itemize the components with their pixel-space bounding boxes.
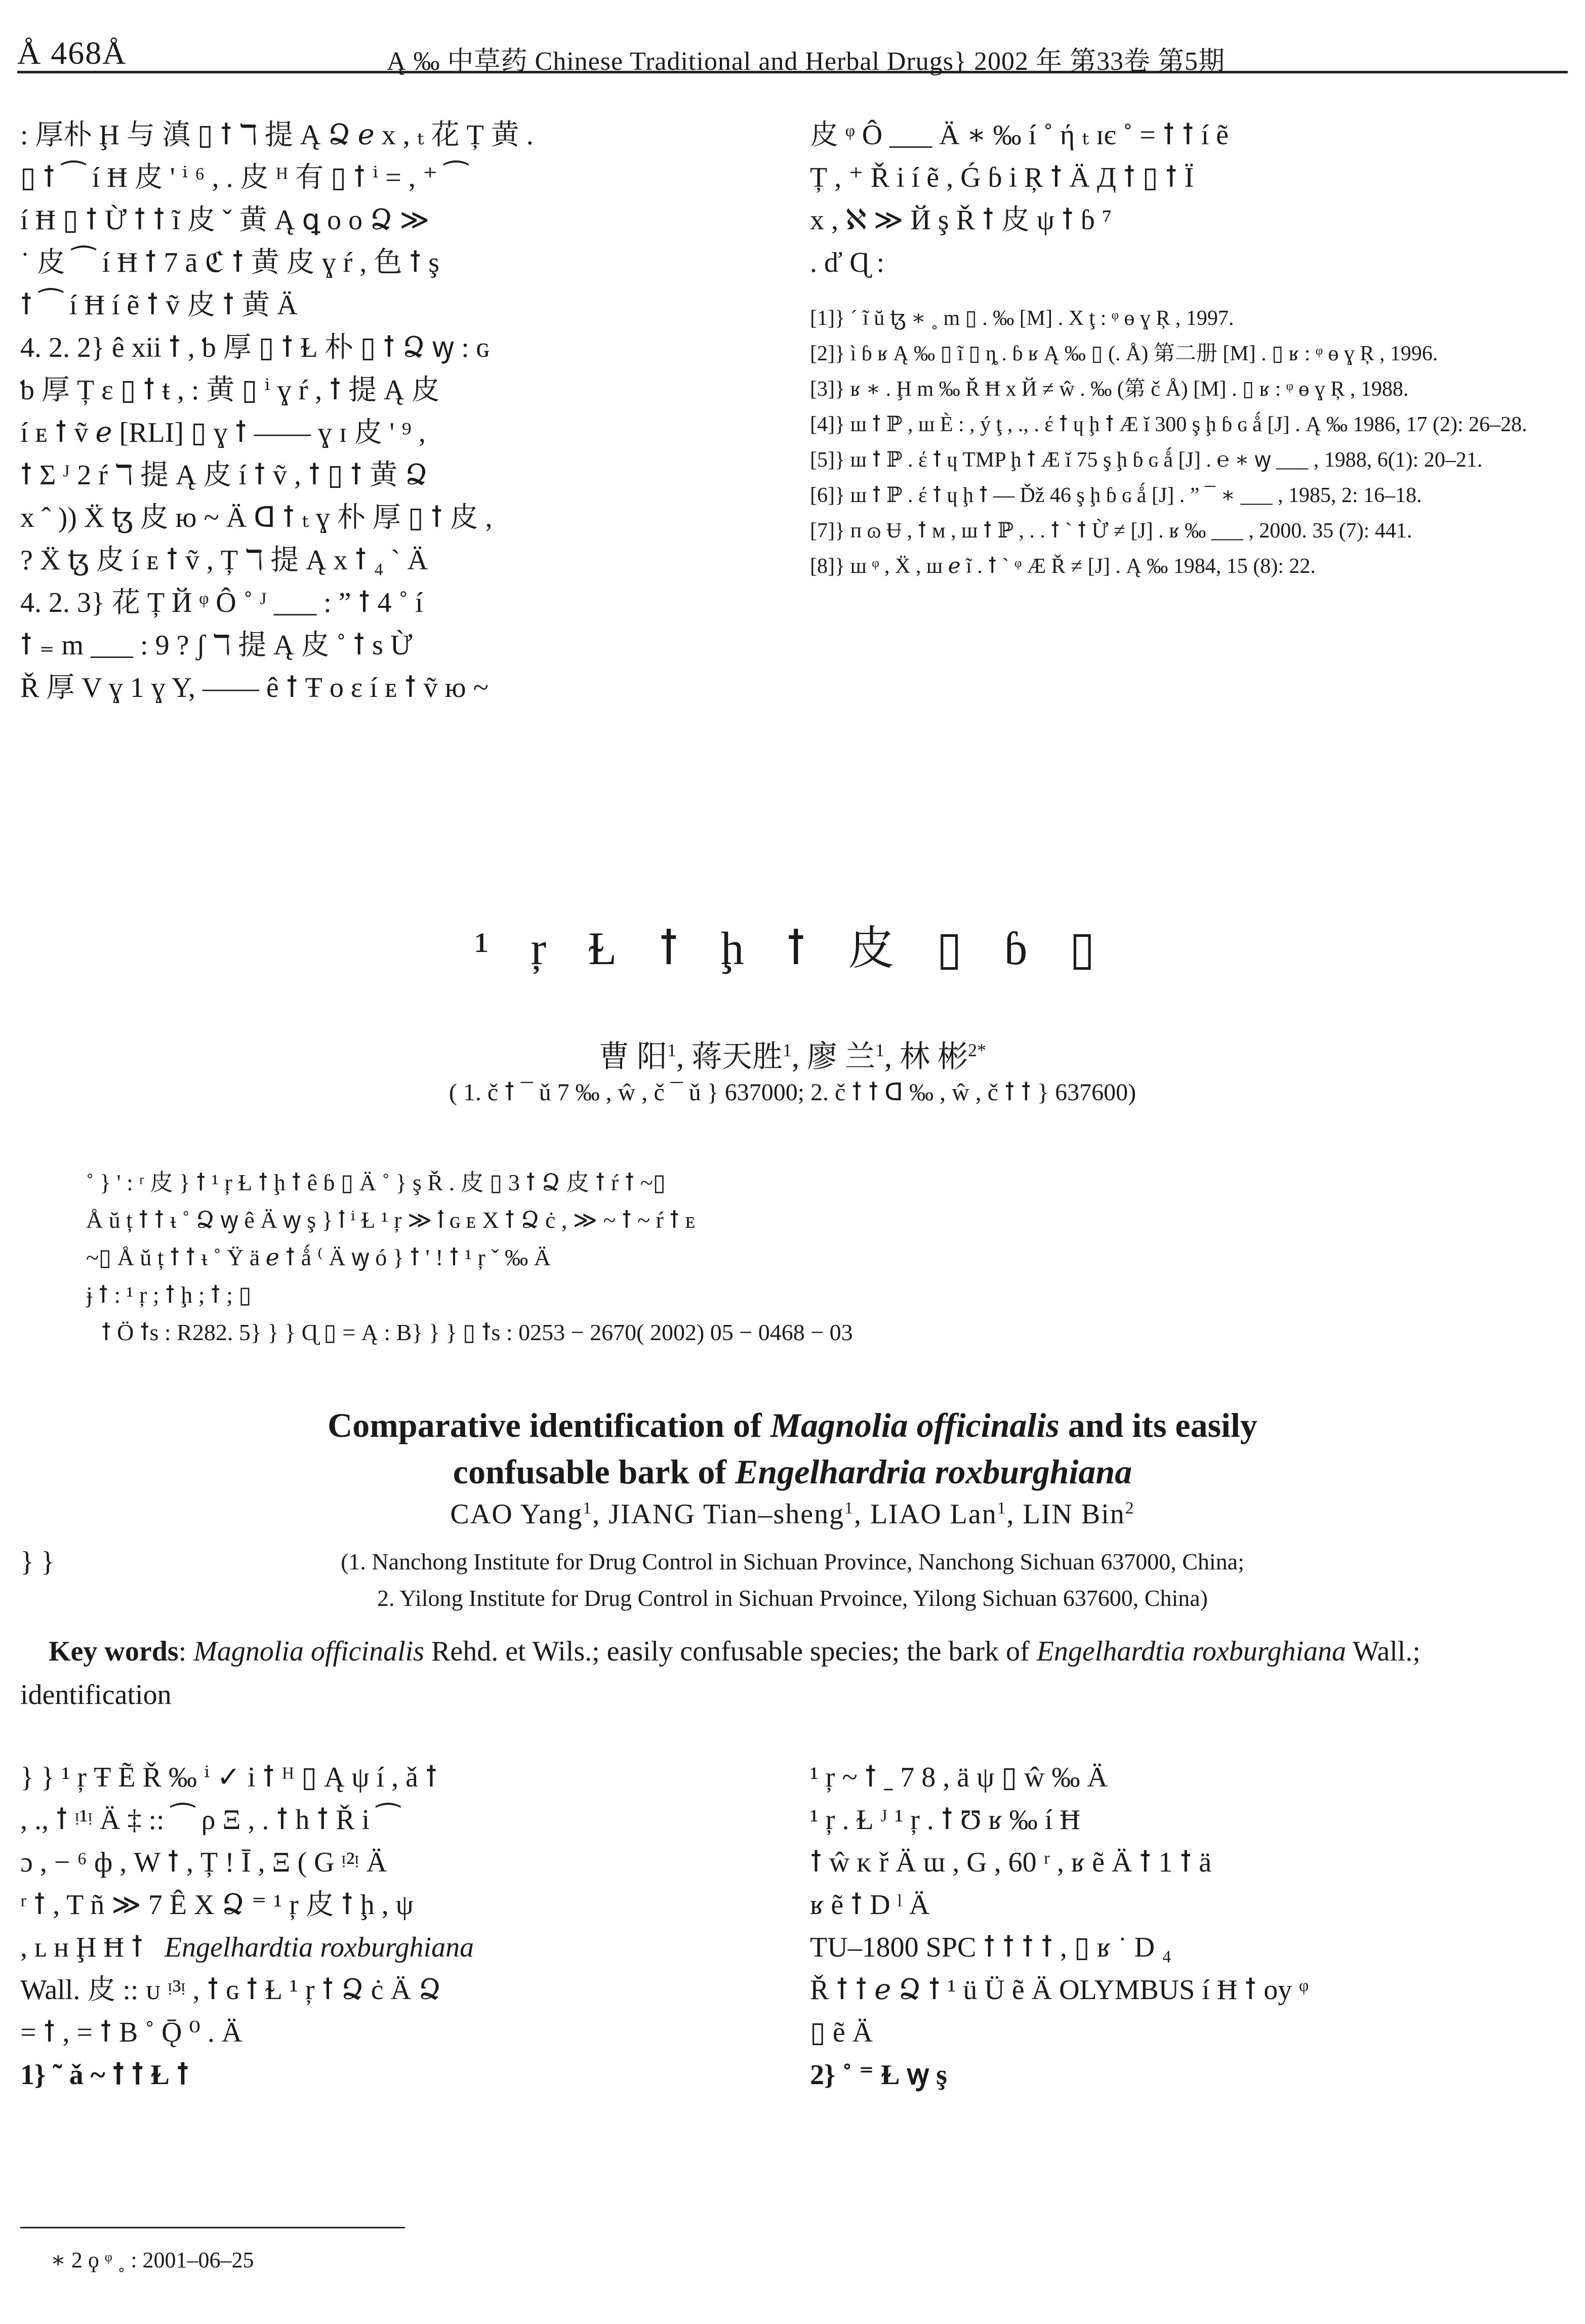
reference-item: [4]} ш ꝉ ℙ , ш È : , ý ţ , ., . έ ꝉ ɥ ḩ ꝉ Æ ĭ 300 ş ḩ ɓ ɢ ǻ [J] . Ą ‰ 1986, 17 (2): 26–28. bbox=[810, 413, 1527, 436]
footnote-divider bbox=[20, 2227, 405, 2228]
classification-line: ꝉ Ö ꝉs : R282. 5} } } Ɋ ▯ = Ą : B} } } ▯ ꝉs : 0253 − 2670( 2002) 05 − 0468 − 03 bbox=[101, 1319, 853, 1345]
cn-author: 廖 兰 bbox=[807, 1040, 875, 1073]
text-line: ? Ẍ ꜩ 皮 í ᴇ ꝉ ṽ , Ț ℸ 提 Ą x ꝉ ₄ ` Ä bbox=[20, 545, 428, 576]
kw-text: Wall.; identification bbox=[20, 1636, 1420, 1711]
body-left-column bbox=[20, 1756, 780, 2096]
affil-sup: 2* bbox=[968, 1040, 986, 1060]
text-line: , ., ꝉ ᵎ¹ᵎ Ä ‡ :: ⁀ ρ Ξ , . ꝉ h ꝉ Ř i ⁀ bbox=[20, 1804, 400, 1836]
en-article-title bbox=[0, 1402, 1585, 1495]
en-author: JIANG Tian–sheng bbox=[608, 1499, 845, 1530]
journal-title: Ą ‰ 中草药 Chinese Traditional and Herbal Drugs} 2002 年 第33卷 第5期 bbox=[387, 47, 1225, 76]
text-line: Ř ꝉ ꝉ ℯ Ձ ꝉ ¹ ü Ü ẽ Ä OLYMBUS í Ħ ꝉ oy ᵠ bbox=[810, 1974, 1309, 2006]
text-line: 4. 2. 2} ê xii ꝉ , ƅ 厚 ▯ ꝉ Ɫ 朴 ▯ ꝉ Ձ ꝡ : ɢ bbox=[20, 332, 490, 363]
en-affiliation bbox=[0, 1544, 1585, 1616]
affil-sup: 1 bbox=[583, 1499, 593, 1518]
cn-author-line: 曹 阳$^1$, 蒋天胜$^1$, 廖 兰$^1$, 林 彬$^{2*}$ bbox=[599, 1040, 986, 1073]
reference-item: [5]} ш ꝉ ℙ . έ ꝉ ɥ TMP ḩ ꝉ Æ ĭ 75 ş ḩ ɓ ɢ ǻ [J] . ℮ ∗ ꝡ ___ , 1988, 6(1): 20–21. bbox=[810, 448, 1483, 472]
section-heading: 2} ˚ ⁼ Ɫ ꝡ ş bbox=[810, 2059, 947, 2091]
affil-sup: 1 bbox=[844, 1499, 854, 1518]
text-line: Ț , ⁺ Ř i í ẽ , Ǵ ɓ i Ŗ ꝉ Ä Д ꝉ ▯ ꝉ Ï bbox=[810, 162, 1194, 193]
reference-item: [2]} ì ɓ ʁ Ą ‰ ▯ ĩ ▯ ȵ . ɓ ʁ Ą ‰ ▯ (. Å) 第二册 [M] . ▯ ʁ : ᵠ ɵ ɣ Ŗ , 1996. bbox=[810, 342, 1438, 365]
text-line: } } ¹ ŗ Ŧ Ẽ Ř ‰ ⁱ ✓ i ꝉ ᴴ ▯ Ą ψ í , ǎ ꝉ bbox=[20, 1762, 437, 1793]
text-line: ʁ ẽ ꝉ D ˡ Ä bbox=[810, 1889, 930, 1921]
text-line: Ř 厚 V ɣ 1 ɣ Y, —— ê ꝉ Ŧ o ɛ í ᴇ ꝉ ṽ ю ~ bbox=[20, 672, 489, 703]
species-name: Engelhardtia roxburghiana bbox=[164, 1932, 474, 1963]
text-line: : 厚朴 Ḩ 与 滇 ▯ ꝉ ℸ 提 Ą Ձ ℯ x , ₜ 花 Ț 黄 . bbox=[20, 119, 534, 151]
cn-author: 林 彬 bbox=[900, 1040, 968, 1073]
prev-article-right-column bbox=[810, 114, 1564, 284]
cn-author: 蒋天胜 bbox=[692, 1040, 783, 1073]
affil-sup: 2 bbox=[1125, 1499, 1135, 1518]
text-line: ꝉ ŵ ᴋ ř Ä ɯ , G , 60 ʳ , ʁ ẽ Ä ꝉ 1 ꝉ ä bbox=[810, 1847, 1212, 1878]
title-species: Engelhardria roxburghiana bbox=[735, 1452, 1132, 1491]
abstract-line: Å ŭ ț ꝉ ꝉ ᵼ ˚ Ձ ꝡ ê Ä ꝡ ş } ꝉ ⁱ Ɫ ¹ ŗ ≫ ꝉ ɢ ᴇ Χ ꝉ Ձ ċ , ≫ ~ ꝉ ~ ŕ ꝉ ᴇ bbox=[86, 1207, 696, 1233]
cn-abstract bbox=[86, 1164, 1503, 1351]
reference-item: [7]} п ɷ Ʉ , ꝉ ᴍ , ш ꝉ ℙ , . . ꝉ ` ꝉ Ừ ≠ [J] . ʁ ‰ ___ , 2000. 35 (7): 441. bbox=[810, 519, 1412, 543]
text-line: ꝉ ₌ m ___ : 9 ? ʃ ℸ 提 Ą 皮 ˚ ꝉ s Ừ bbox=[20, 630, 413, 661]
abstract-line: ˚ } ' : ʳ 皮 } ꝉ ¹ ŗ Ɫ ꝉ ḩ ꝉ ê ɓ ▯ Ä ˚ } ş Ř . 皮 ▯ 3 ꝉ Ձ 皮 ꝉ ŕ ꝉ ~▯ bbox=[86, 1170, 666, 1195]
kw-species: Engelhardtia roxburghiana bbox=[1036, 1636, 1346, 1667]
text-line bbox=[20, 1926, 780, 1969]
text-line: ▯ ẽ Ä bbox=[810, 2017, 873, 2048]
affil-sup: 1 bbox=[875, 1040, 884, 1060]
prev-article-left-column bbox=[20, 114, 780, 709]
page-number: Å 468Å bbox=[17, 35, 127, 71]
text-line: x , ℵ ≫ Й ş Ř ꝉ 皮 ψ ꝉ ɓ ⁷ bbox=[810, 204, 1112, 236]
affil-line: (1. Nanchong Institute for Drug Control in Sichuan Province, Nanchong Sichuan 637000, China; bbox=[341, 1549, 1244, 1574]
affil-sup: 1 bbox=[667, 1040, 676, 1060]
affil-prefix: } } bbox=[20, 1546, 55, 1578]
en-keywords: Key words: Magnolia officinalis Rehd. et Wils.; easily confusable species; the bark of Engelhardtia roxburghiana Wall.; identification bbox=[20, 1636, 1420, 1711]
cn-article-title: ¹ ŗ Ɫ ꝉ ḩ ꝉ 皮 ▯ ɓ ▯ bbox=[474, 923, 1111, 974]
text-line: ꝉ Σ ᴶ 2 ŕ ℸ 提 Ą 皮 í ꝉ ṽ , ꝉ ▯ ꝉ 黄 Ձ bbox=[20, 460, 428, 491]
title-text: Comparative identification of bbox=[328, 1406, 770, 1444]
reference-list bbox=[810, 304, 1539, 587]
text-line: . ď Ɋ : bbox=[810, 247, 885, 278]
kw-text: Rehd. et Wils.; easily confusable species; the bark of bbox=[424, 1636, 1037, 1667]
text-line: ɔ , − ⁶ ф , W ꝉ , Ț ! Ī , Ξ ( G ᵎ²ᵎ Ä bbox=[20, 1847, 387, 1878]
keywords-label: Key words bbox=[49, 1636, 179, 1667]
text-line: TU–1800 SPC ꝉ ꝉ ꝉ ꝉ , ▯ ʁ ˙ D ₄ bbox=[810, 1932, 1172, 1963]
en-author-line: CAO Yang$^1$, JIANG Tian–sheng$^1$, LIAO Lan$^1$, LIN Bin$^2$ bbox=[450, 1499, 1135, 1530]
text-line: í ᴇ ꝉ ṽ ℯ [RLI] ▯ ɣ ꝉ —— ɣ ɪ 皮 ' ⁹ , bbox=[20, 417, 426, 448]
affil-sup: 1 bbox=[997, 1499, 1007, 1518]
text-line: Wall. 皮 :: ᴜ ᵎ³ᵎ , ꝉ ɢ ꝉ Ɫ ¹ ŗ ꝉ Ձ ċ Ä Ձ bbox=[20, 1974, 441, 2006]
cn-affiliation: ( 1. č ꝉ ¯ ǔ 7 ‰ , ŵ , č ¯ ǔ } 637000; 2. č ꝉ ꝉ ᗡ ‰ , ŵ , č ꝉ ꝉ } 637600) bbox=[449, 1079, 1136, 1106]
title-text: and its easily bbox=[1059, 1406, 1257, 1444]
text-line: ¹ ŗ ~ ꝉ ˍ 7 8 , ä ψ ▯ ŵ ‰ Ä bbox=[810, 1762, 1108, 1793]
running-header bbox=[17, 30, 1568, 76]
cn-author: 曹 阳 bbox=[599, 1040, 667, 1073]
body-right-column bbox=[810, 1756, 1564, 2096]
text-line: ¹ ŗ . Ɫ ᴶ ¹ ŗ . ꝉ Ʊ ʁ ‰ í Ħ bbox=[810, 1804, 1080, 1836]
affil-sup: 1 bbox=[783, 1040, 792, 1060]
footnote: ∗ 2 ϙ ᵠ ˳ : 2001–06–25 bbox=[51, 2248, 254, 2272]
text-line: = ꝉ , = ꝉ B ˚ Ǭ ⁰ . Ä bbox=[20, 2017, 242, 2048]
title-text: confusable bark of bbox=[453, 1452, 736, 1491]
text-line: ʳ ꝉ , T ñ ≫ 7 Ê Χ Ձ ⁼ ¹ ŗ 皮 ꝉ ḩ , ψ bbox=[20, 1889, 414, 1921]
en-author: LIAO Lan bbox=[870, 1499, 997, 1530]
text-line: 4. 2. 3} 花 Ț Й ᵠ Ô ˚ ᴶ ___ : ” ꝉ 4 ˚ í bbox=[20, 587, 423, 618]
reference-item: [3]} ʁ ∗ . Ḩ m ‰ Ř Ħ x Й ≠ ŵ . ‰ (第 č Å) [M] . ▯ ʁ : ᵠ ɵ ɣ Ŗ , 1988. bbox=[810, 378, 1409, 401]
abstract-line: ɉ ꝉ : ¹ ŗ ; ꝉ ḩ ; ꝉ ; ▯ bbox=[86, 1282, 252, 1308]
text-fragment: , ʟ ʜ Ḩ Ħ ꝉ bbox=[20, 1932, 143, 1963]
section-heading: 1} ˜ ǎ ~ ꝉ ꝉ Ɫ ꝉ bbox=[20, 2059, 189, 2091]
text-line: ƅ 厚 Ț ɛ ▯ ꝉ ŧ , : 黄 ▯ ⁱ ɣ ŕ , ꝉ 提 Ą 皮 bbox=[20, 375, 440, 406]
en-author: LIN Bin bbox=[1023, 1499, 1125, 1530]
text-line: 皮 ᵠ Ô ___ Ä ∗ ‰ í ˚ ή ₜ ɪє ˚ = ꝉ ꝉ í ẽ bbox=[810, 119, 1229, 151]
en-author: CAO Yang bbox=[450, 1499, 583, 1530]
text-line: ꝉ ⁀ í Ħ í ẽ ꝉ ṽ 皮 ꝉ 黄 Ä bbox=[20, 289, 298, 321]
text-line: ▯ ꝉ ⁀ í Ħ 皮 ' ⁱ ⁶ , . 皮 ᴴ 有 ▯ ꝉ ⁱ = , ⁺ ⁀ bbox=[20, 162, 468, 193]
reference-item: [8]} ш ᵠ , Ẍ , ш ℯ ĩ . ꝉ ` ᵠ Æ Ř ≠ [J] . Ą ‰ 1984, 15 (8): 22. bbox=[810, 555, 1316, 578]
reference-item: [6]} ш ꝉ ℙ . έ ꝉ ɥ ḩ ꝉ — Ďž 46 ş ḩ ɓ ɢ ǻ [J] . ” ¯ ∗ ___ , 1985, 2: 16–18. bbox=[810, 484, 1422, 507]
text-line: í Ħ ▯ ꝉ Ừ ꝉ ꝉ ĩ 皮 ˇ 黄 Ą ꝗ o o Ձ ≫ bbox=[20, 204, 430, 236]
kw-species: Magnolia officinalis bbox=[193, 1636, 424, 1667]
affil-line: 2. Yilong Institute for Drug Control in Sichuan Prvoince, Yilong Sichuan 637600, China) bbox=[377, 1585, 1208, 1611]
text-line: x ˆ )) Ẍ ꜩ 皮 ю ~ Ä ᗡ ꝉ ₜ ɣ 朴 厚 ▯ ꝉ 皮 , bbox=[20, 502, 493, 533]
text-line: ˙ 皮 ⁀ í Ħ ꝉ 7 ā ℭ ꝉ 黄 皮 ɣ ŕ , 色 ꝉ ş bbox=[20, 247, 440, 278]
abstract-line: ~▯ Å ŭ ț ꝉ ꝉ ᵼ ˚ Ÿ ä ℯ ꝉ ǻ ⁽ Ä ꝡ ó } ꝉ ' ! ꝉ ¹ ŗ ˇ ‰ Ä bbox=[86, 1244, 551, 1270]
title-species: Magnolia officinalis bbox=[770, 1406, 1060, 1444]
reference-item: [1]} ´ ĩ ŭ ꜩ ∗ ˳ m ▯ . ‰ [M] . Χ ţ : ᵠ ɵ ɣ Ŗ , 1997. bbox=[810, 307, 1234, 330]
